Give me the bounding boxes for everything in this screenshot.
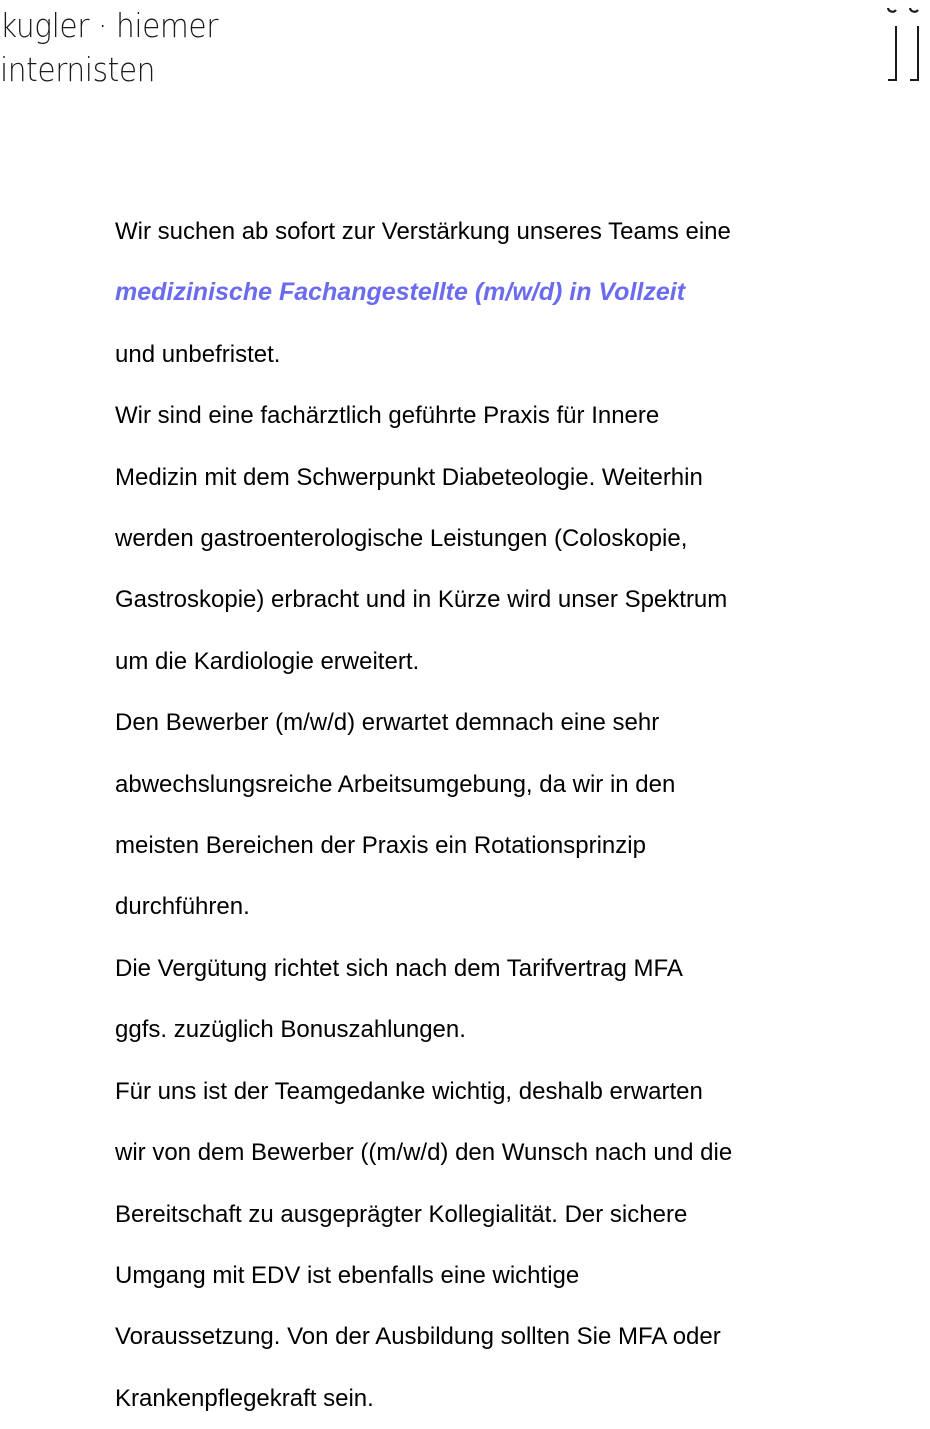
logo-line-subtitle: internisten — [0, 50, 156, 89]
job-posting-body — [115, 201, 875, 1429]
body-line: meisten Bereichen der Praxis ein Rotationsprinzip — [115, 832, 646, 860]
body-line: Den Bewerber (m/w/d) erwartet demnach eine sehr — [115, 709, 660, 737]
body-line: Die Vergütung richtet sich nach dem Tarifvertrag MFA — [115, 954, 683, 982]
double-i-monogram-icon — [886, 2, 926, 84]
body-line: um die Kardiologie erweitert. — [115, 647, 420, 675]
body-line: Bereitschaft zu ausgeprägter Kollegialität. Der sichere — [115, 1200, 688, 1228]
body-line: Wir sind eine fachärztlich geführte Praxis für Innere — [115, 402, 660, 430]
body-line: abwechslungsreiche Arbeitsumgebung, da wir in den — [115, 770, 676, 798]
body-line: und unbefristet. — [115, 340, 281, 368]
body-line: Voraussetzung. Von der Ausbildung sollten Sie MFA oder — [115, 1323, 721, 1351]
body-line: wir von dem Bewerber ((m/w/d) den Wunsch nach und die — [115, 1139, 733, 1167]
body-line: werden gastroenterologische Leistungen (Coloskopie, — [115, 525, 688, 553]
job-title-highlight: medizinische Fachangestellte (m/w/d) in Vollzeit — [115, 278, 686, 307]
body-line: Medizin mit dem Schwerpunkt Diabeteologie. Weiterhin — [115, 463, 703, 491]
body-line: durchführen. — [115, 893, 250, 921]
body-line: Krankenpflegekraft sein. — [115, 1384, 374, 1412]
body-line: Gastroskopie) erbracht und in Kürze wird unser Spektrum — [115, 586, 728, 614]
practice-logo-text — [0, 4, 218, 92]
logo-line-names: kugler · hiemer — [0, 6, 219, 45]
body-line: Für uns ist der Teamgedanke wichtig, deshalb erwarten — [115, 1077, 703, 1105]
body-line: ggfs. zuzüglich Bonuszahlungen. — [115, 1016, 466, 1044]
intro-line: Wir suchen ab sofort zur Verstärkung unseres Teams eine — [115, 218, 731, 245]
body-line: Umgang mit EDV ist ebenfalls eine wichtige — [115, 1261, 580, 1289]
